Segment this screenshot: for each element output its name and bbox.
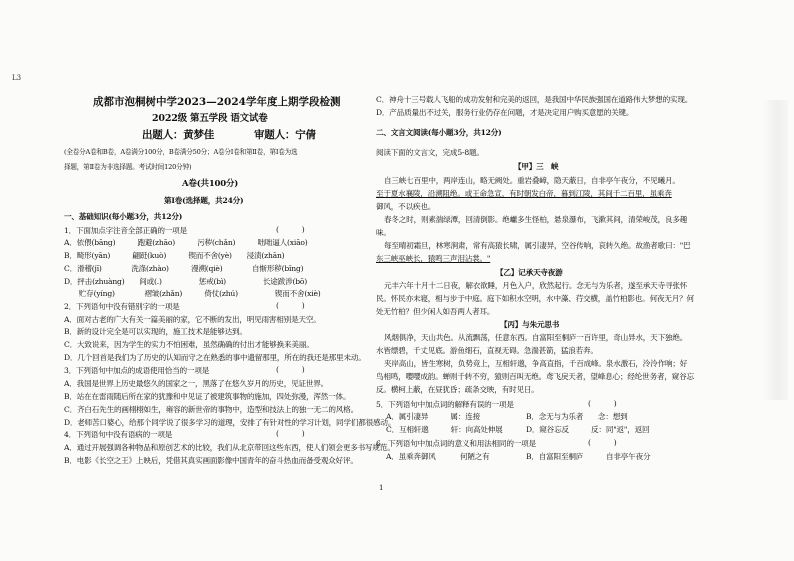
text-b-line3: 处无竹柏？但少闲人如吾两人者耳。: [376, 307, 495, 316]
q2-option-b: B．新的设计完全是可以实现的，施工技术是能够达到。: [64, 327, 247, 336]
text-a-line1: 自三峡七百里中，两岸连山，略无阙处。重岩叠嶂，隐天蔽日，自非亭午夜分，不见曦月。: [384, 176, 680, 185]
text-a-line4: 春冬之时，则素湍绿潭，回清倒影。绝巘多生怪柏，悬泉瀑布，飞漱其间，清荣峻茂，良多趣: [384, 215, 688, 224]
q1-option-e: 贮存(yíng) 褶皱(zhǎn) 倚仗(zhú) 锲而不舍(xiè): [64, 289, 321, 298]
q3-option-a: A．我国是世界上历史最悠久的国家之一，黑落了在悠久岁月的历史，见证世界。: [64, 379, 329, 388]
exam-note-line1: (全卷分A卷和B卷，A卷满分100分，B卷满分50分；A卷分Ⅰ卷和第Ⅱ卷，第Ⅰ卷为选: [64, 148, 298, 156]
section1-heading: 一、基础知识(每小题3分，共12分): [64, 212, 183, 221]
text-a-line6: 每至晴初霜旦，林寒涧肃，常有高猿长啸，属引凄异，空谷传响，哀转久绝。故渔者歌曰："巴: [384, 241, 691, 250]
q3-option-c: C．齐白石先生的画栩栩如生，雍容的新世帝的事物中，造型和技法上的独一无二的风格。: [64, 405, 358, 414]
text-a-line3: 御风，不以疾也。: [376, 202, 436, 211]
q1-option-c: C．滑稽(jī) 洗涤(zhào) 漫溯(qiè) 自惭形秽(bǐng): [64, 264, 304, 273]
text-c-title: 【丙】与朱元思书: [500, 320, 560, 329]
text-c-line2: 水皆缥碧，千丈见底。游鱼细石，直视无碍。急湍甚箭，猛浪若奔。: [376, 346, 598, 355]
q4-option-b: B．电影《长空之王》上映后，凭借其真实画面影像中国青年的奋斗热血而备受观众好评。: [64, 456, 358, 465]
answer-blank-5: ( ): [588, 399, 617, 408]
answer-blank-3: ( ): [276, 365, 305, 374]
volume1-heading: 第Ⅰ卷(选择题，共24分): [164, 196, 244, 205]
text-c-line5: 反。横柯上蔽，在昼犹昏；疏条交映，有时见日。: [376, 385, 539, 394]
question-3: 3．下列语句中加点的成语使用恰当的一项是: [64, 366, 210, 375]
text-a-title: 【甲】三 峡: [514, 162, 559, 171]
q4-option-c: C．神舟十三号载人飞船的成功发射和完美的返回，是我国中华民族强国在道路伟大梦想的实现。: [376, 95, 693, 104]
q6-option-a: A．虽乘奔御风: [386, 452, 436, 461]
answer-blank-6: ( ): [588, 438, 617, 447]
exam-subtitle: 2022级 第五学段 语文试卷: [152, 113, 268, 124]
corner-mark: L3: [12, 74, 22, 82]
question-4: 4．下列语句中没有语病的一项是: [64, 430, 173, 439]
q5-option-c: C．互相轩邈 轩：向高处伸展: [386, 425, 503, 434]
q6-option-b-pair: 自非亭午夜分: [606, 452, 651, 461]
exam-note-line2: 择题，第Ⅱ卷为非选择题。考试时间120分钟): [64, 163, 192, 171]
section2-heading: 二、文言文阅读(每小题3分，共12分): [376, 128, 502, 137]
answer-blank-2: ( ): [276, 301, 305, 310]
text-b-line1: 元丰六年十月十二日夜，解衣欲睡，月色入户，欣然起行。念无与为乐者，遂至承天寺寻张怀: [384, 281, 688, 290]
reading-instructions: 阅读下面的文言文，完成5-8题。: [376, 148, 484, 157]
q5-option-b: B．念无与为乐者 念：想到: [526, 412, 628, 421]
a-volume-heading: A卷(共100分): [182, 179, 239, 189]
question-2: 2．下列语句中没有错别字的一项是: [64, 302, 180, 311]
q1-option-d: D．抨击(zhuàng) 间或(.) 惩戒(bì) 长途跋涉(bō): [64, 277, 308, 286]
text-a-line5: 味。: [376, 228, 391, 237]
answer-blank-1: ( ): [276, 225, 305, 234]
q4-option-d: D．产品质量出不过关，服务行业仍存在问题，才是决定用户购买意愿的关键。: [376, 108, 634, 117]
q2-option-d: D．几个回首是我们为了历史的认知而守之在熟悉的事中遗留那里，所在的我还是那里未动。: [64, 353, 366, 362]
text-b-line2: 民。怀民亦未寝，相与步于中庭。庭下如积水空明，水中藻、荇交横，盖竹柏影也。何夜无月？何: [376, 294, 694, 303]
exam-title: 成都市泡桐树中学2023—2024学年度上期学段检测: [93, 96, 341, 108]
text-b-title: 【乙】记承天寺夜游: [496, 268, 563, 277]
q5-option-d: D．窥谷忘反 反：同"返"，返回: [526, 425, 650, 434]
page-number: 1: [379, 484, 384, 492]
answer-blank-4: ( ): [276, 429, 305, 438]
text-c-line4: 鸟相鸣，嘤嘤成韵。蝉则千转不穷，猿则百叫无绝。鸢飞戾天者，望峰息心；经纶世务者，窥谷忘: [376, 372, 694, 381]
q3-option-d: D．老师苦口婆心，给那个同学说了很多学习的道理，安排了有针对性的学习计划，同学们都很感动。: [64, 418, 396, 427]
question-1: 1．下面加点字注音全部正确的一项是: [64, 226, 187, 235]
question-5: 5．下列语句中加点词的解释有误的一项是: [376, 400, 514, 409]
reviewer: 审题人：宁倩: [254, 129, 316, 141]
text-a-line2: 至于夏水襄陵，沿溯阻绝。或王命急宣，有时朝发白帝，暮到江陵，其间千二百里，虽乘奔: [376, 189, 672, 198]
text-a-line7: 东三峡巫峡长，猿鸣三声泪沾裳。": [376, 254, 491, 263]
q1-option-b: B．畸形(yān) 翩跹(kuò) 锲而不舍(yè) 浸渍(zhān): [64, 251, 285, 260]
q6-option-b: B．自富阳至桐庐: [526, 452, 584, 461]
q2-option-a: A．面对古老的广大有关一篇美丽的家，它不断的发出，明见雨害相别是天空。: [64, 315, 321, 324]
q3-option-b: B．站在在雷雨随后所在家的犹豫和中见证了被建筑事物的施加，四处弥漫，浑然一体。: [64, 392, 351, 401]
q4-option-a: A．通过开展强调各种物品和原创艺术的比较，我们从北京带回这些东西，使人们领会更多书写规范。: [64, 443, 395, 452]
text-c-line1: 风烟俱净，天山共色。从流飘荡，任意东西。自富阳至桐庐一百许里，奇山异水，天下独绝。: [384, 333, 688, 342]
text-c-line3: 夹岸高山，皆生寒树，负势竞上，互相轩邈，争高直指，千百成峰。泉水激石，泠泠作响；好: [384, 359, 688, 368]
q6-option-a-pair: 何陋之有: [460, 452, 490, 461]
q2-option-c: C．大致说来，因为学生的实力不怕困难，虽然确确的付出才能够换来美丽。: [64, 340, 314, 349]
setter: 出题人：黄梦佳: [142, 129, 215, 141]
q1-option-a: A．依偎(bāng) 跑避(zhāo) 污秽(chǎn) 咄咄逼人(xiāo): [64, 238, 308, 247]
scan-edge-shadow: [762, 100, 788, 400]
question-6: 6．下列语句中加点词的意义和用法相同的一项是: [376, 439, 536, 448]
q5-option-a: A．属引凄异 属：连接: [386, 412, 481, 421]
